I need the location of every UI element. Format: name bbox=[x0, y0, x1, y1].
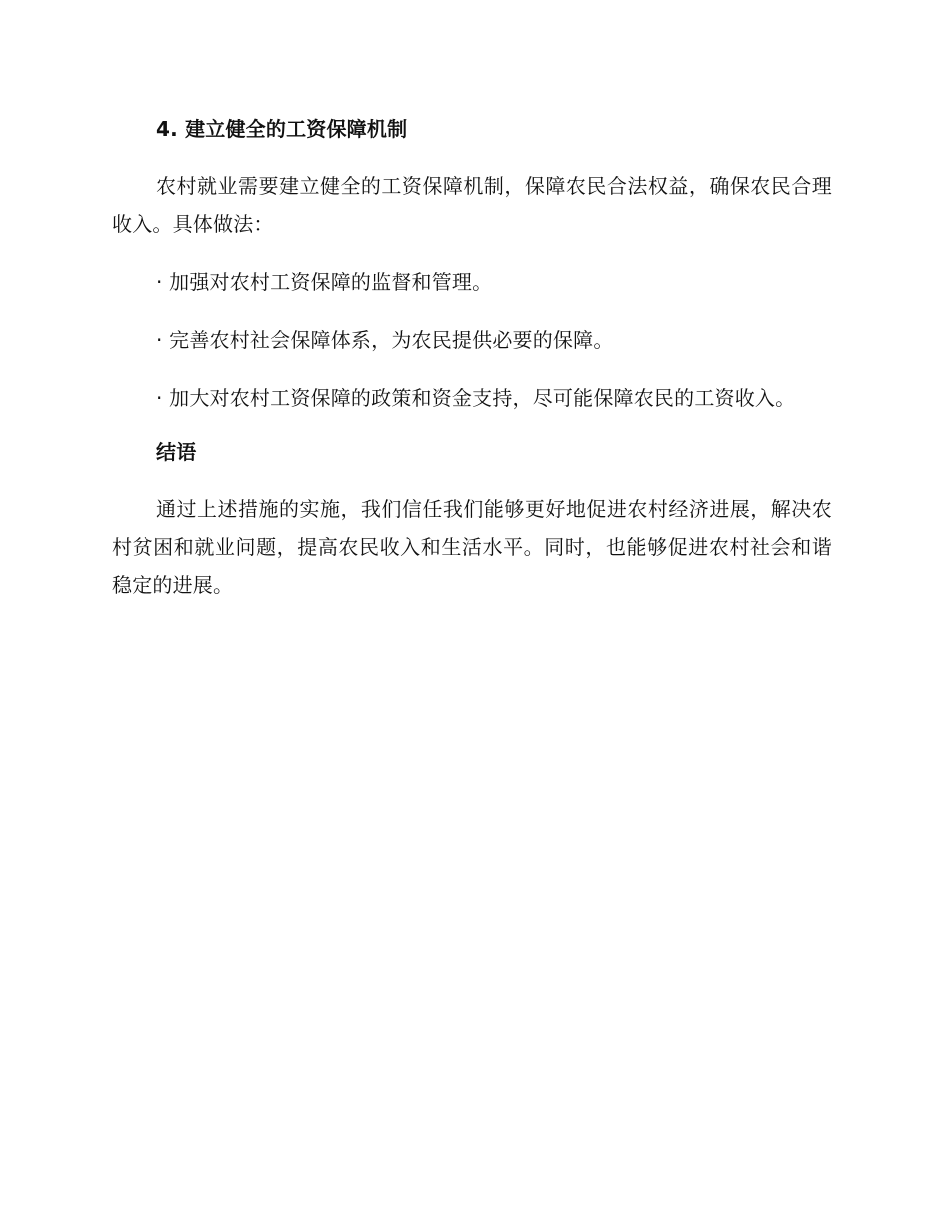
section-intro-paragraph: 农村就业需要建立健全的工资保障机制，保障农民合法权益，确保农民合理收入。具体做法： bbox=[112, 174, 832, 236]
bullet-item-policy-funding: · 加大对农村工资保障的政策和资金支持，尽可能保障农民的工资收入。 bbox=[156, 386, 796, 410]
bullet-item-supervision: · 加强对农村工资保障的监督和管理。 bbox=[156, 270, 493, 294]
document-content bbox=[112, 113, 832, 604]
conclusion-paragraph: 通过上述措施的实施，我们信任我们能够更好地促进农村经济进展，解决农村贫困和就业问题，提高农民收入和生活水平。同时，也能够促进农村社会和谐稳定的进展。 bbox=[112, 497, 832, 597]
section-heading-wage-guarantee: 4. 建立健全的工资保障机制 bbox=[156, 117, 408, 141]
section-heading-conclusion: 结语 bbox=[156, 440, 197, 464]
bullet-item-social-security: · 完善农村社会保障体系，为农民提供必要的保障。 bbox=[156, 328, 614, 352]
